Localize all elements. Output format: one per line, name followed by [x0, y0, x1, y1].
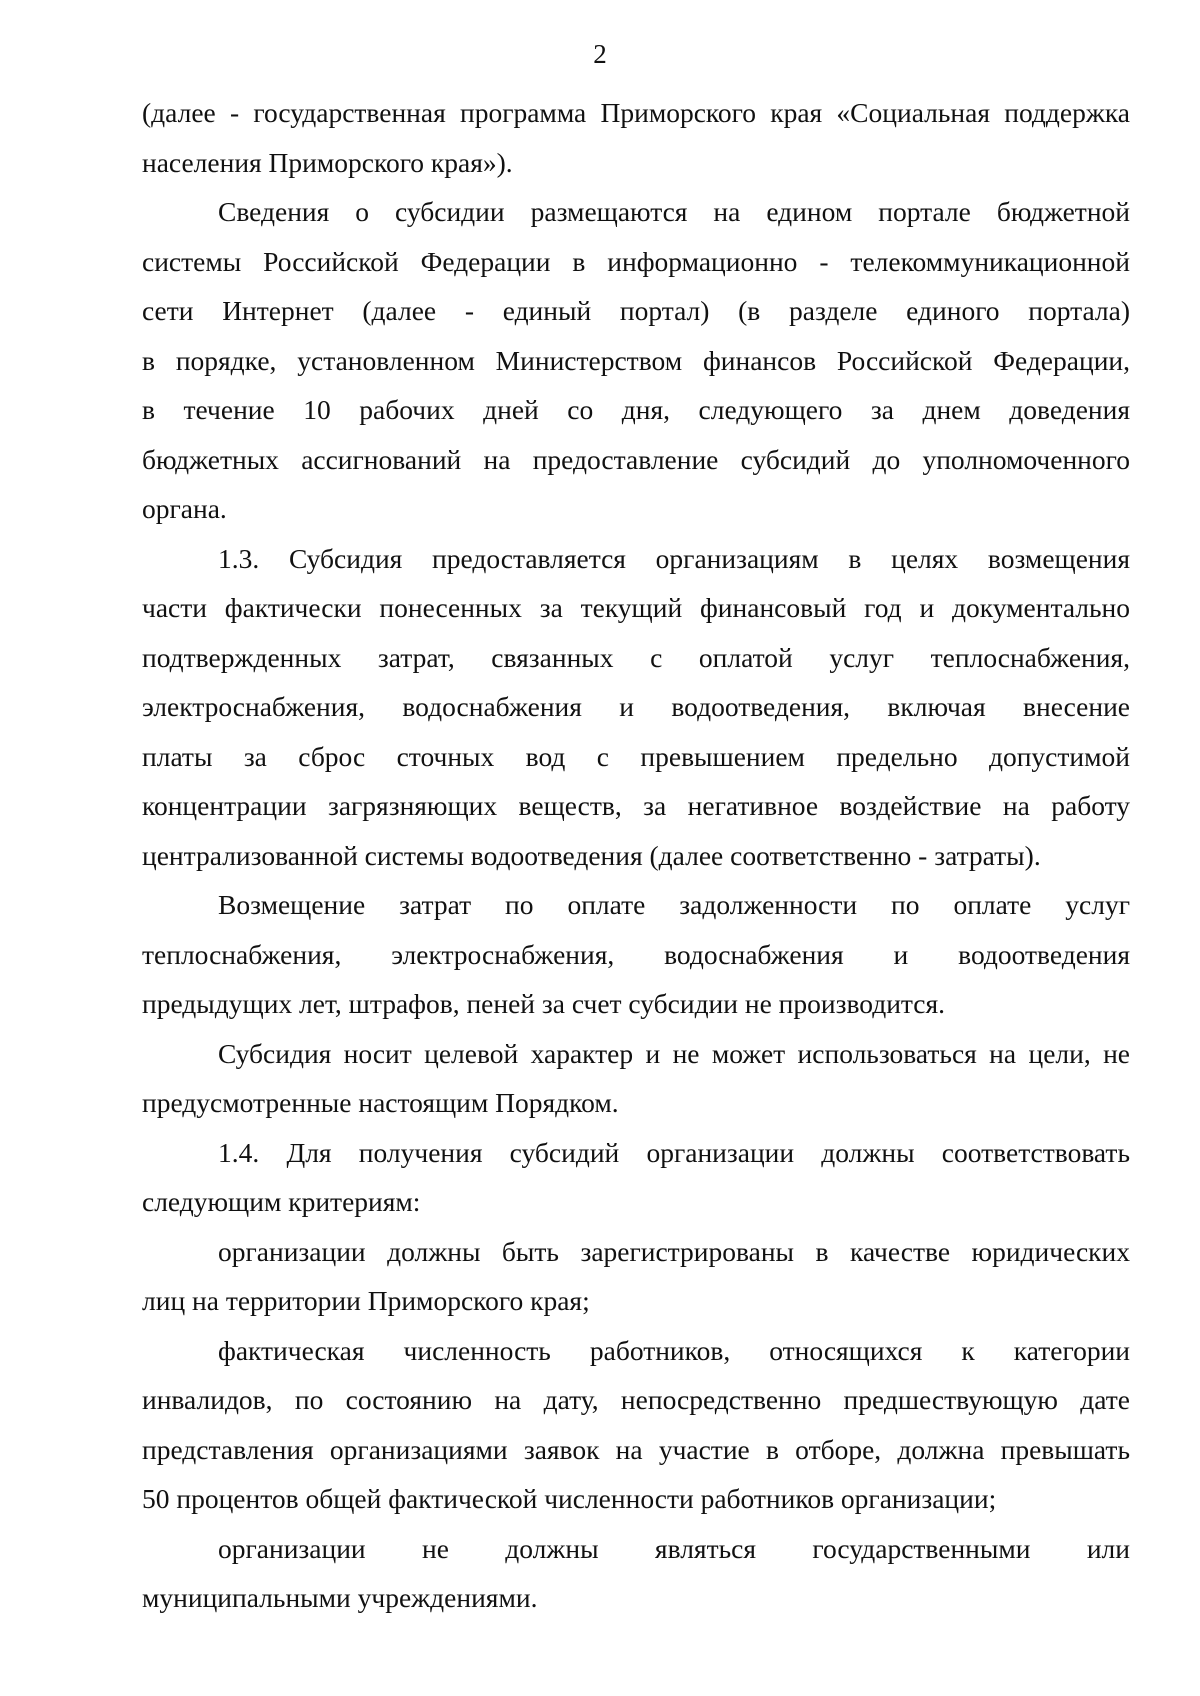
paragraph-subsidy-info	[142, 187, 1130, 534]
document-body	[142, 88, 1130, 1623]
criterion-not-state-institution	[142, 1524, 1130, 1623]
text-line: представления организациями заявок на участие в отборе, должна превышать	[142, 1433, 1130, 1465]
paragraph-target-purpose	[142, 1029, 1130, 1128]
criterion-disabled-employees	[142, 1326, 1130, 1524]
criterion-registration	[142, 1227, 1130, 1326]
text-line: в порядке, установленном Министерством финансов Российской Федерации,	[142, 344, 1130, 376]
text-line: концентрации загрязняющих веществ, за негативное воздействие на работу	[142, 790, 1130, 821]
page-number: 2	[593, 39, 607, 69]
text-line: Субсидия носит целевой характер и не может использоваться на цели, не	[218, 1037, 1130, 1069]
paragraph-debt-exclusion	[142, 880, 1130, 1029]
text-line: предыдущих лет, штрафов, пеней за счет субсидии не производится.	[142, 988, 946, 1019]
text-line: муниципальными учреждениями.	[142, 1582, 538, 1613]
text-line: (далее - государственная программа Приморского края «Социальная поддержка	[142, 97, 1130, 128]
text-line: платы за сброс сточных вод с превышением предельно допустимой	[142, 740, 1130, 772]
text-line: бюджетных ассигнований на предоставление субсидий до уполномоченного	[142, 443, 1130, 475]
paragraph-program-continuation	[142, 88, 1130, 187]
text-line: сети Интернет (далее - единый портал) (в разделе единого портала)	[142, 295, 1130, 326]
text-line: централизованной системы водоотведения (далее соответственно - затраты).	[142, 839, 1041, 871]
paragraph-1-4	[142, 1128, 1130, 1227]
text-line: теплоснабжения, электроснабжения, водоснабжения и водоотведения	[142, 938, 1130, 970]
text-line: в течение 10 рабочих дней со дня, следующего за днем доведения	[142, 394, 1130, 425]
text-line: электроснабжения, водоснабжения и водоотведения, включая внесение	[142, 691, 1130, 722]
text-line: 1.3. Субсидия предоставляется организациям в целях возмещения	[218, 542, 1130, 574]
text-line: организации должны быть зарегистрированы в качестве юридических	[218, 1235, 1130, 1267]
text-line: населения Приморского края»).	[142, 146, 513, 178]
text-line: 50 процентов общей фактической численности работников организации;	[142, 1483, 997, 1514]
text-line: 1.4. Для получения субсидий организации должны соответствовать	[218, 1136, 1130, 1168]
text-line: лиц на территории Приморского края;	[142, 1285, 590, 1316]
text-line: части фактически понесенных за текущий финансовый год и документально	[142, 592, 1130, 623]
text-line: Сведения о субсидии размещаются на едином портале бюджетной	[218, 196, 1130, 227]
text-line: подтвержденных затрат, связанных с оплатой услуг теплоснабжения,	[142, 641, 1130, 673]
text-line: системы Российской Федерации в информационно - телекоммуникационной	[142, 245, 1130, 277]
text-line: инвалидов, по состоянию на дату, непосредственно предшествующую дате	[142, 1384, 1130, 1415]
text-line: организации не должны являться государственными или	[218, 1532, 1130, 1564]
text-line: Возмещение затрат по оплате задолженности по оплате услуг	[218, 889, 1130, 920]
paragraph-1-3	[142, 534, 1130, 881]
text-line: органа.	[142, 493, 227, 524]
text-line: следующим критериям:	[142, 1186, 421, 1217]
text-line: фактическая численность работников, относящихся к категории	[218, 1334, 1130, 1366]
text-line: предусмотренные настоящим Порядком.	[142, 1087, 619, 1118]
